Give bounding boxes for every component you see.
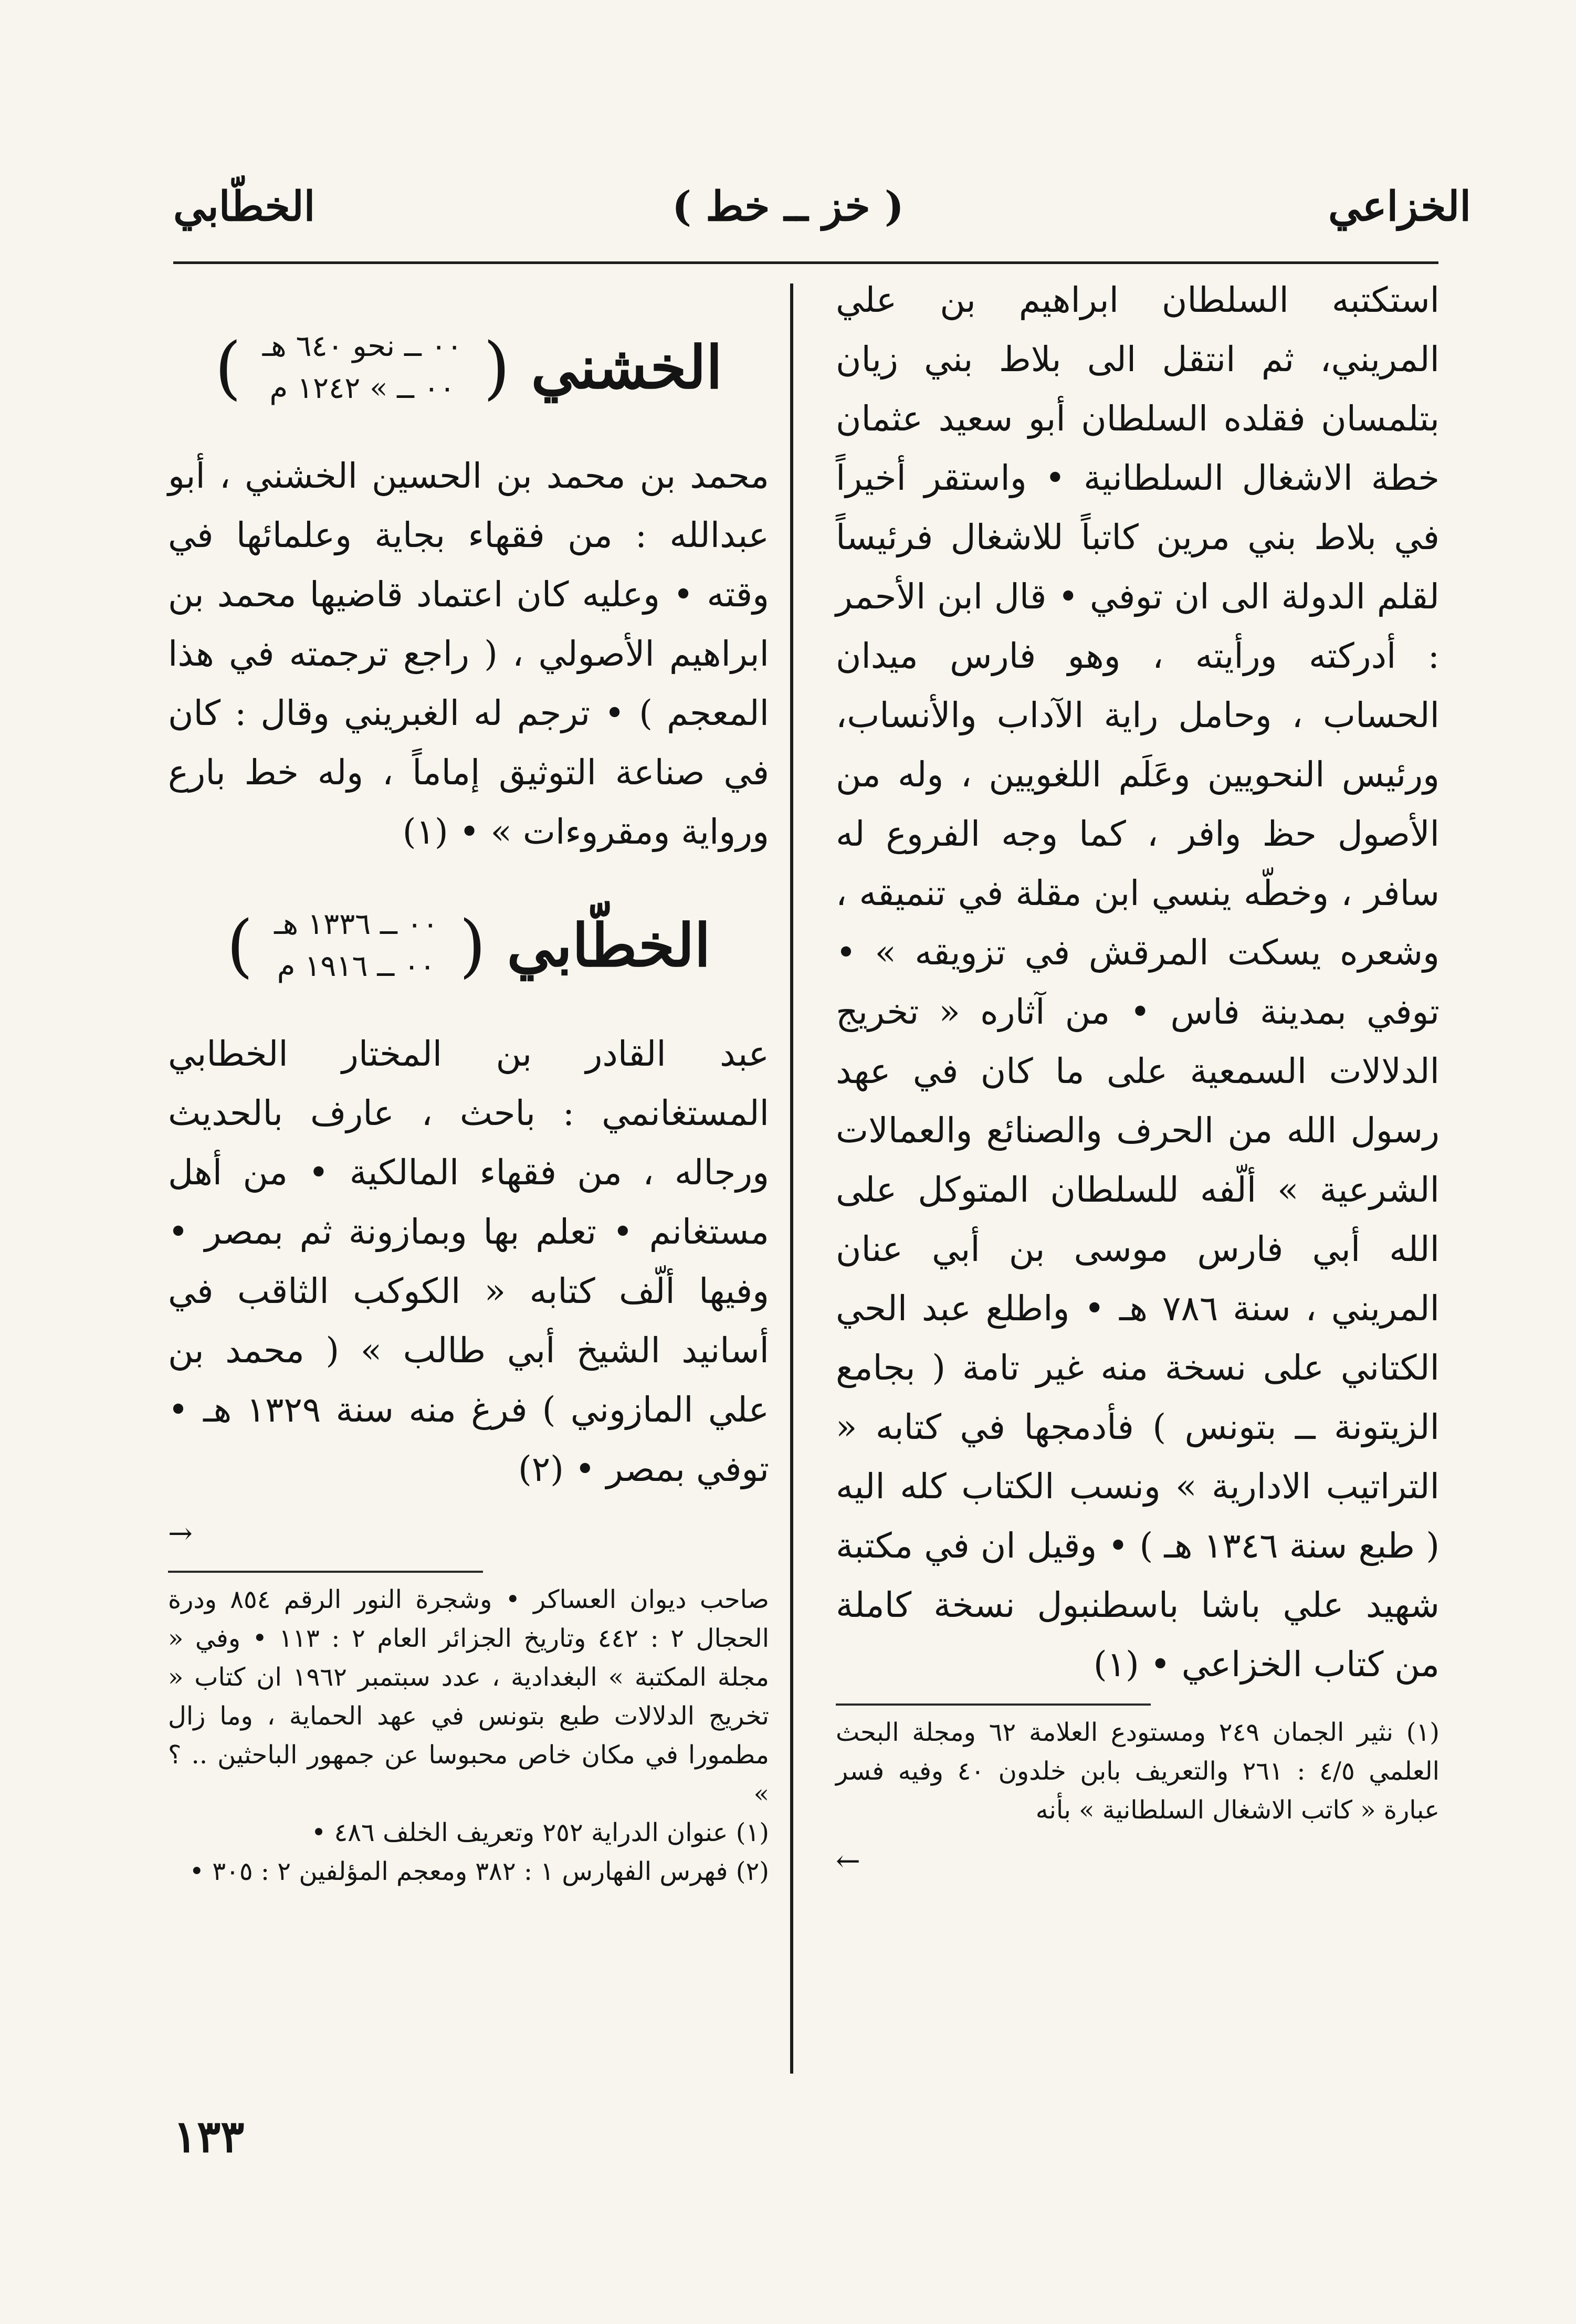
close-paren: ) <box>214 328 241 407</box>
close-paren: ) <box>226 906 254 985</box>
open-paren: ( <box>459 906 486 985</box>
date-gregorian: ٠٠ ــ ١٩١٦ م <box>277 949 436 983</box>
footnote: (٢) فهرس الفهارس ١ : ٣٨٢ ومعجم المؤلفين ٢ : ٣٠٥ • <box>189 1857 769 1886</box>
entry-heading <box>168 877 769 1014</box>
entry-text: محمد بن محمد بن الحسين الخشني ، أبو عبدالله : من فقهاء بجاية وعلمائها في وقته • وعليه كان اعتماد قاضيها محمد بن ابراهيم الأصولي ، ( راجع ترجمته في هذا المعجم ) • ترجم له الغبريني وقال : كان في صناعة التوثيق إماماً ، وله خط بارع ورواية ومقروءات » • (١) <box>168 456 769 852</box>
left-column <box>168 283 769 1891</box>
running-header-left: الخطّابي <box>173 183 316 230</box>
footnote: صاحب ديوان العساكر • وشجرة النور الرقم ٨٥٤ ودرة الحجال ٢ : ٤٤٢ وتاريخ الجزائر العام ٢ : ١١٣ • وفي « مجلة المكتبة » البغدادية ، عدد سبتمبر ١٩٦٢ ان كتاب « تخريج الدلالات طبع بتونس في عهد الحماية ، وما زال مطمورا في مكان خاص محبوسا عن جمهور الباحثين .. ؟ » <box>168 1585 770 1808</box>
entry-continuation-text: استكتبه السلطان ابراهيم بن علي المريني، ثم انتقل الى بلاط بني زيان بتلمسان فقلده السلطان أبو سعيد عثمان خطة الاشغال السلطانية • واستقر أخيراً في بلاط بني مرين كاتباً للاشغال فرئيساً لقلم الدولة الى ان توفي • قال ابن الأحمر : أدركته ورأيته ، وهو فارس ميدان الحساب ، وحامل راية الآداب والأنساب، ورئيس النحويين وعَلَم اللغويين ، وله من الأصول حظ وافر ، كما وجه الفروع له سافر ، وخطّه ينسي ابن مقلة في تنميقه ، وشعره يسكت المرقش في تزويقه » • توفي بمدينة فاس • من آثاره « تخريج الدلالات السمعية على ما كان في عهد رسول الله من الحرف والصنائع والعمالات الشرعية » ألّفه للسلطان المتوكل على الله أبي فارس موسى بن أبي عنان المريني ، سنة ٧٨٦ هـ • واطلع عبد الحي الكتاني على نسخة منه غير تامة ( بجامع الزيتونة ــ بتونس ) فأدمجها في كتابه « التراتيب الادارية » ونسب الكتاب كله اليه ( طبع سنة ١٣٤٦ هـ ) • وقيل ان في مكتبة شهيد علي باشا باسطنبول نسخة كاملة من كتاب الخزاعي • (١) <box>836 280 1440 1685</box>
entry-text: عبد القادر بن المختار الخطابي المستغانمي : باحث ، عارف بالحديث ورجاله ، من فقهاء المالكية • من أهل مستغانم • تعلم بها وبمازونة ثم بمصر • وفيها ألّف كتابه « الكوكب الثاقب في أسانيد الشيخ أبي طالب » ( محمد بن علي المازوني ) فرغ منه سنة ١٣٢٩ هـ • توفي بمصر • (٢) <box>168 1034 769 1489</box>
footnote-separator <box>168 1571 483 1573</box>
entry-dates <box>262 325 463 409</box>
open-paren: ( <box>483 328 510 407</box>
continue-arrow-icon: → <box>168 1517 193 1551</box>
footnote: (١) عنوان الدراية ٢٥٢ وتعريف الخلف ٤٨٦ • <box>311 1818 769 1847</box>
date-gregorian: ٠٠ ــ » ١٢٤٢ م <box>269 371 455 405</box>
running-header-center: ( خز ــ خط ) <box>672 183 904 230</box>
date-hijri: ٠٠ ــ ١٣٣٦ هـ <box>274 907 438 941</box>
right-column <box>836 270 1440 1889</box>
entry-name: الخطّابي <box>507 911 711 980</box>
footnote: (١) نثير الجمان ٢٤٩ ومستودع العلامة ٦٢ ومجلة البحث العلمي ٤/٥ : ٢٦١ والتعريف بابن خلدون ٤٠ وفيه فسر عبارة « كاتب الاشغال السلطانية » بأنه <box>836 1718 1440 1825</box>
page-number: ١٣٣ <box>173 2110 245 2162</box>
continue-arrow-icon: ← <box>836 1844 860 1878</box>
entry-dates <box>274 903 438 987</box>
entry-heading <box>168 299 769 436</box>
date-hijri: ٠٠ ــ نحو ٦٤٠ هـ <box>262 329 463 363</box>
header-rule <box>173 261 1438 264</box>
running-header-right: الخزاعي <box>1328 183 1471 230</box>
footnote-separator <box>836 1703 1151 1706</box>
column-divider <box>790 283 793 2074</box>
entry-name: الخشني <box>531 333 723 402</box>
